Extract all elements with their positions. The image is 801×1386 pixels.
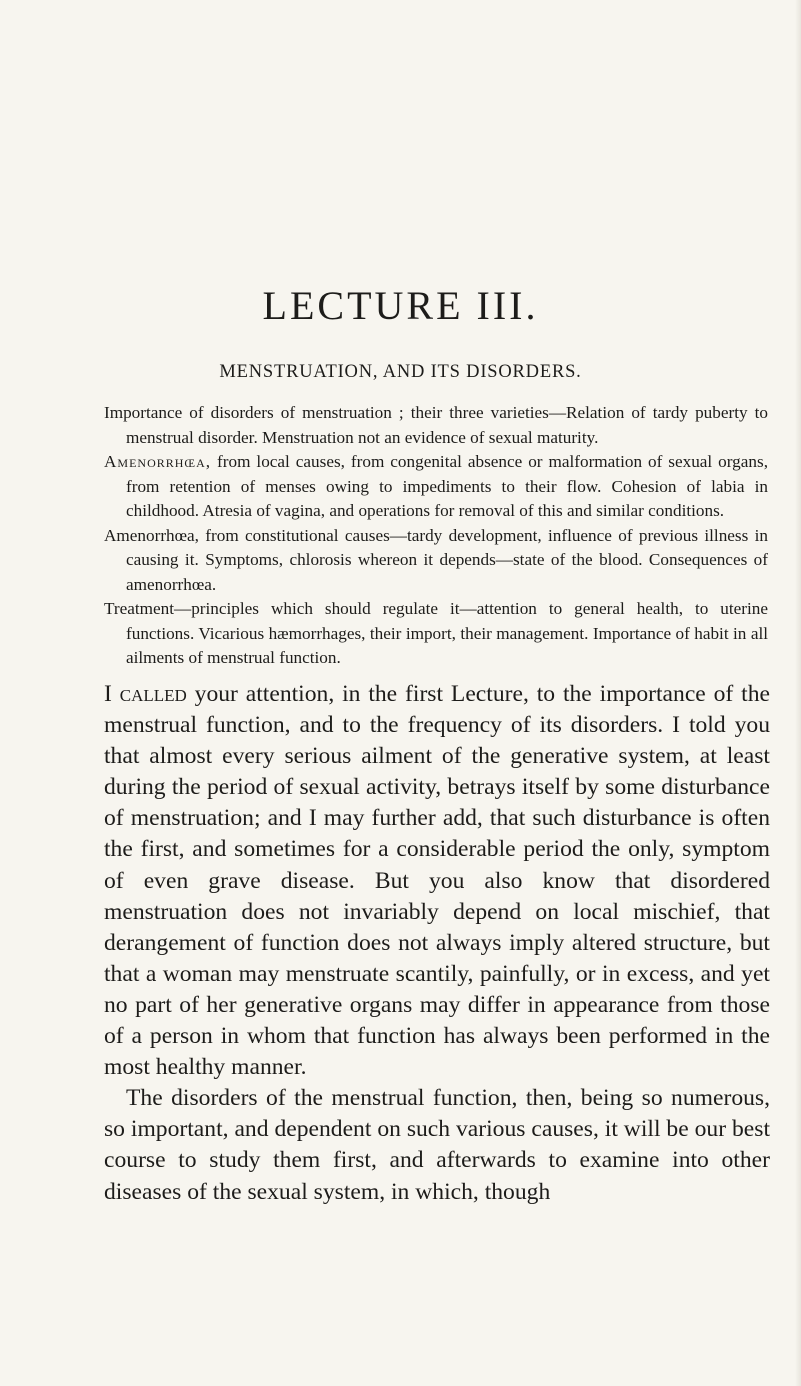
opening-words: I called xyxy=(104,681,187,707)
body-text: your attention, in the first Lecture, to the importance of the menstrual function, and to the frequency of its disorders. I told you that almost every serious ailment of the generative system, at least during the period of sexual activity, betrays itself by some disturbance of menstruation; and I may further add, that such disturbance is often the first, and sometimes for a considerable period the only, symptom of even grave disease. But you also know that disordered menstruation does not invariably depend on local mischief, that derangement of function does not always imply altered structure, but that a woman may menstruate scantily, painfully, or in excess, and yet no part of her generative organs may differ in appearance from those of a person in whom that function has always been performed in the most healthy manner. xyxy=(104,681,770,1081)
page-edge-shadow xyxy=(795,0,801,1386)
body-paragraph xyxy=(104,679,770,1083)
synopsis-paragraph xyxy=(104,450,768,524)
synopsis-heading-term: Amenorrhœa, xyxy=(104,452,212,471)
synopsis-paragraph: Importance of disorders of menstruation ; their three varieties—Relation of tardy puberty to menstrual disorder. Menstruation not an evidence of sexual maturity. xyxy=(104,403,768,447)
synopsis-paragraph: Amenorrhœa, from constitutional causes—tardy development, influence of previous illness in causing it. Symptoms, chlorosis whereon it depends—state of the blood. Consequences of amenorrhœa. xyxy=(104,525,768,594)
lecture-body xyxy=(104,679,770,1208)
lecture-subtitle: MENSTRUATION, AND ITS DISORDERS. xyxy=(219,362,582,382)
chapter-synopsis xyxy=(104,401,768,671)
lecture-title: LECTURE III. xyxy=(262,283,539,328)
synopsis-text: from local causes, from congenital absence or malformation of sexual organs, from retention of menses owing to impediments to their flow. Cohesion of labia in childhood. Atresia of vagina, and operations for removal of this and similar conditions. xyxy=(126,452,768,520)
body-paragraph: The disorders of the menstrual function, then, being so numerous, so important, and dependent on such various causes, it will be our best course to study them first, and afterwards to examine into other diseases of the sexual system, in which, though xyxy=(104,1085,770,1205)
synopsis-paragraph: Treatment—principles which should regulate it—attention to general health, to uterine functions. Vicarious hæmorrhages, their import, their management. Importance of habit in all ailments of menstrual function. xyxy=(104,599,768,667)
